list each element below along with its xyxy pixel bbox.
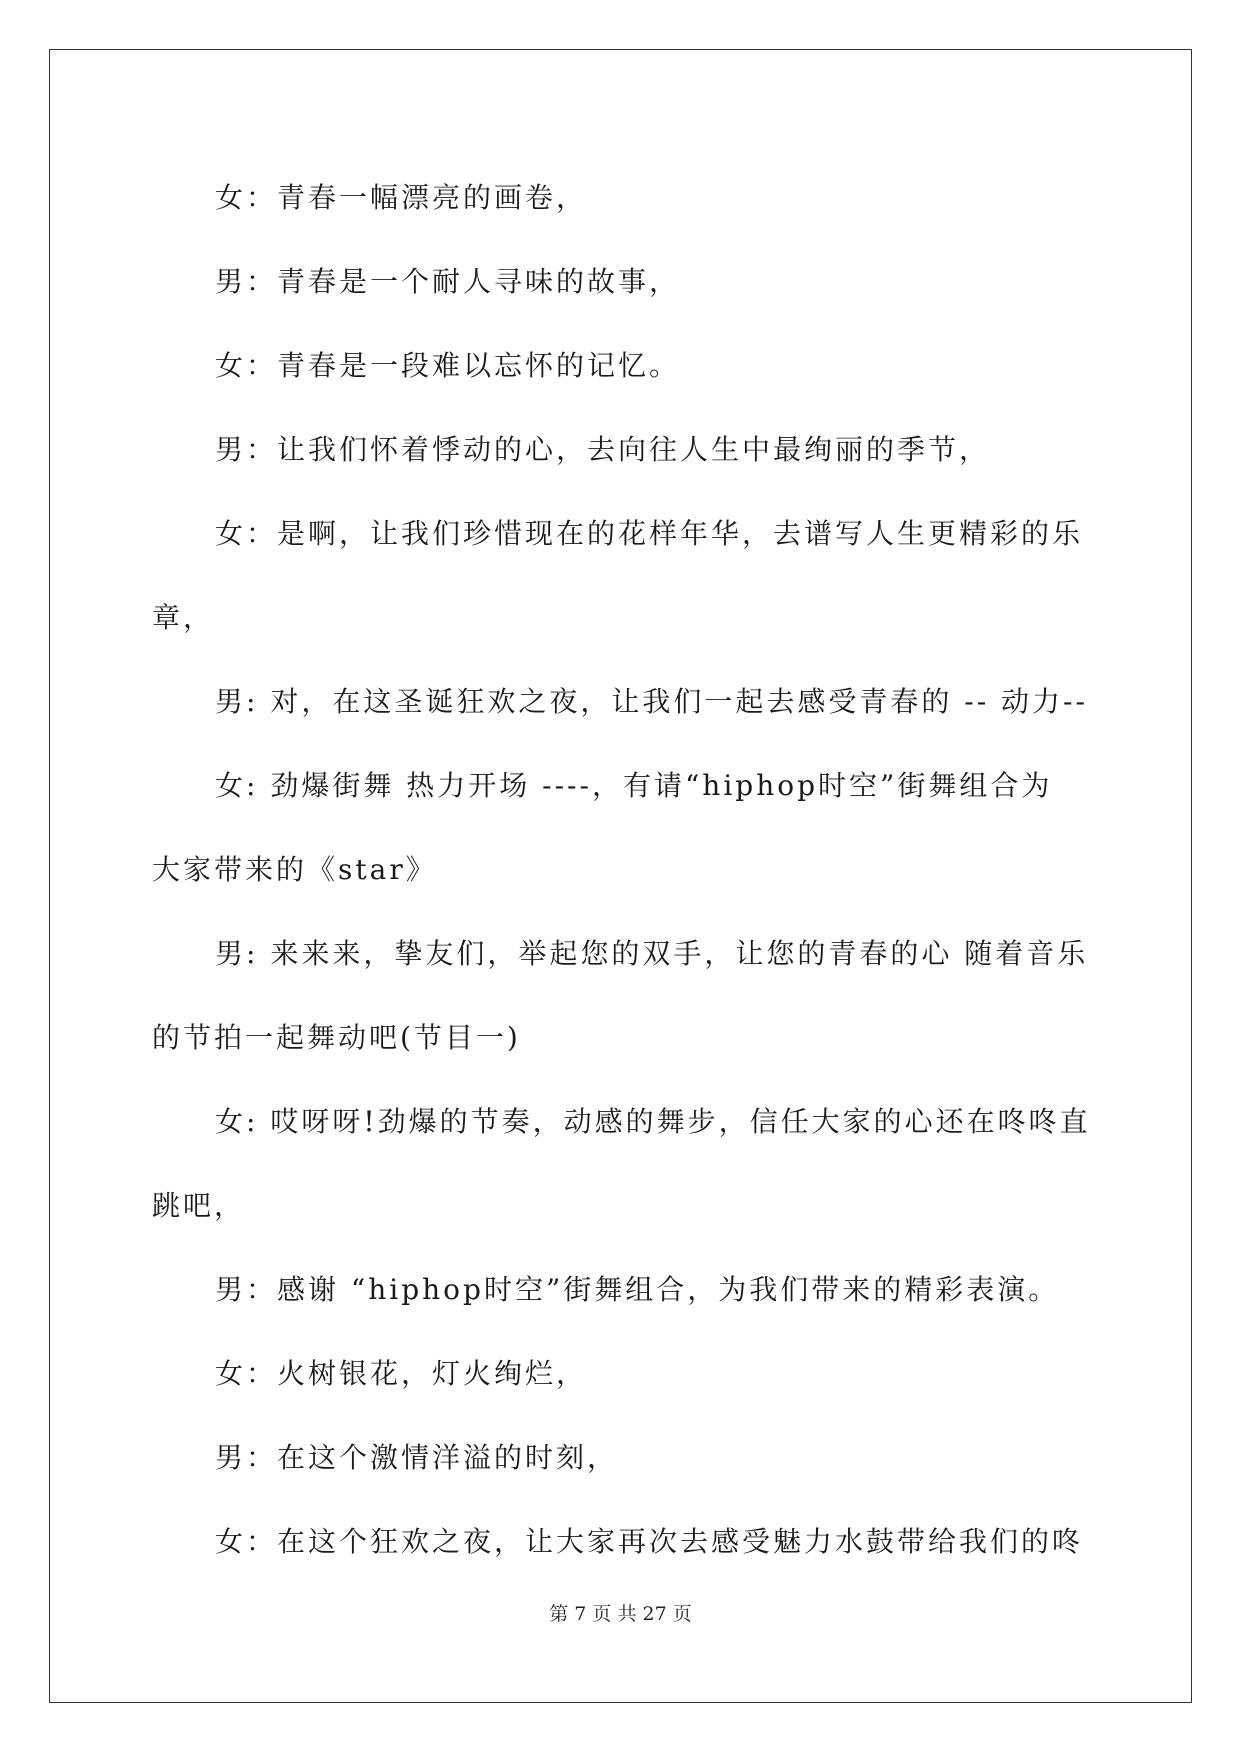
document-body bbox=[152, 156, 1092, 1584]
text-line: 大家带来的《star》 bbox=[152, 853, 437, 886]
text-line: 女: 哎呀呀!劲爆的节奏，动感的舞步，信任大家的心还在咚咚直 bbox=[215, 1105, 1091, 1138]
text-line: 女：在这个狂欢之夜，让大家再次去感受魅力水鼓带给我们的咚 bbox=[215, 1525, 1084, 1558]
text-line: 男: 来来来，挚友们，举起您的双手，让您的青春的心 随着音乐 bbox=[215, 937, 1089, 970]
text-line: 女：火树银花，灯火绚烂， bbox=[215, 1357, 588, 1390]
text-line: 男：感谢 “hiphop时空”街舞组合，为我们带来的精彩表演。 bbox=[215, 1273, 1060, 1306]
text-line: 的节拍一起舞动吧(节目一) bbox=[152, 1021, 521, 1054]
text-line: 章， bbox=[152, 601, 215, 634]
text-line: 女：是啊，让我们珍惜现在的花样年华，去谱写人生更精彩的乐 bbox=[215, 517, 1084, 550]
page-footer: 第 7 页 共 27 页 bbox=[549, 1603, 692, 1625]
text-line: 男：青春是一个耐人寻味的故事， bbox=[215, 265, 681, 298]
text-line: 女：青春是一段难以忘怀的记忆。 bbox=[215, 349, 681, 382]
text-line: 男：让我们怀着悸动的心，去向往人生中最绚丽的季节， bbox=[215, 433, 991, 466]
text-line: 男: 对，在这圣诞狂欢之夜，让我们一起去感受青春的 -- 动力-- bbox=[215, 685, 1088, 718]
text-line: 男：在这个激情洋溢的时刻， bbox=[215, 1441, 619, 1474]
text-line: 女：青春一幅漂亮的画卷， bbox=[215, 181, 588, 214]
text-line: 女: 劲爆街舞 热力开场 ----，有请“hiphop时空”街舞组合为 bbox=[215, 769, 1053, 802]
text-line: 跳吧， bbox=[152, 1189, 246, 1222]
